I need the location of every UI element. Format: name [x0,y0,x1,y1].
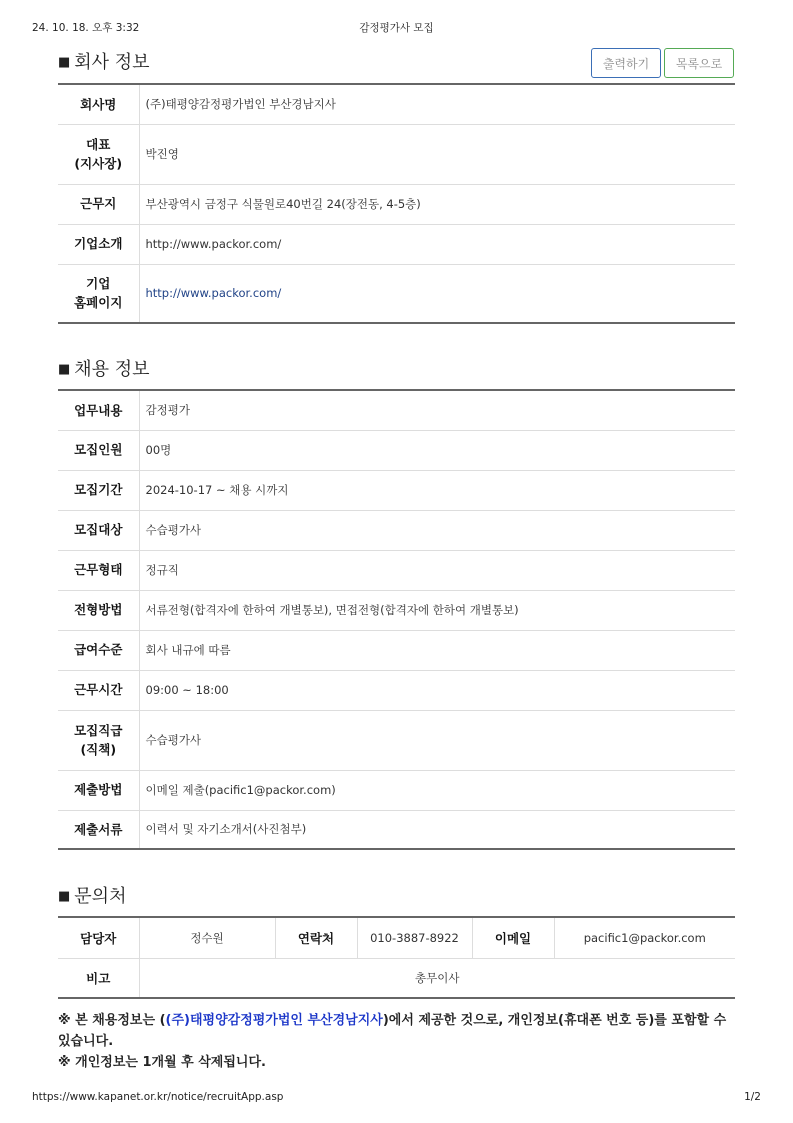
recruit-row [58,770,735,810]
company-section-title [58,48,150,74]
row-label: 전형방법 [58,590,139,630]
row-label: 모집기간 [58,470,139,510]
row-label: 제출방법 [58,770,139,810]
note-value: 총무이사 [415,970,460,985]
bullet-icon: ■ [58,889,71,904]
row-value: 이력서 및 자기소개서(사진첨부) [145,822,307,837]
company-row-intro [58,224,735,264]
row-value: 감정평가 [139,390,735,430]
list-button[interactable]: 목록으로 [664,48,734,78]
row-label: 기업 홈페이지 [58,264,139,323]
phone-label: 연락처 [275,917,357,958]
company-section-title-text: 회사 정보 [74,52,150,73]
company-row-ceo [58,124,735,184]
manager-value: 정수원 [139,917,275,958]
recruit-row [58,670,735,710]
recruit-row [58,810,735,849]
row-label: 대표 (지사장) [58,124,139,184]
print-date: 24. 10. 18. 오후 3:32 [32,22,140,34]
homepage-link[interactable]: http://www.packor.com/ [145,286,282,301]
row-label: 회사명 [58,84,139,124]
row-label: 제출서류 [58,810,139,849]
company-row-homepage [58,264,735,323]
recruit-row [58,550,735,590]
company-row-name [58,84,735,124]
print-title: 감정평가사 모집 [359,22,434,34]
recruit-section-title-text: 채용 정보 [74,359,150,380]
company-name-value: (주)태평양감정평가법인 부산경남지사 [139,84,735,124]
recruit-row [58,590,735,630]
row-value: 수습평가사 [139,710,735,770]
intro-value: http://www.packor.com/ [139,224,735,264]
recruit-info-table [58,389,735,850]
company-row-location [58,184,735,224]
recruit-row [58,710,735,770]
recruit-section-title [58,355,150,381]
notice-company: (주)태평양감정평가법인 부산경남지사 [165,1013,383,1028]
row-label: 업무내용 [58,390,139,430]
contact-row-note [58,958,735,998]
homepage-cell [139,264,735,323]
row-label: 모집대상 [58,510,139,550]
row-value: 09:00 ~ 18:00 [139,670,735,710]
contact-section-title [58,882,126,908]
recruit-row [58,470,735,510]
contact-table [58,916,735,999]
ceo-value: 박진영 [139,124,735,184]
email-value: pacific1@packor.com [554,917,735,958]
row-label: 근무시간 [58,670,139,710]
bullet-icon: ■ [58,55,71,70]
privacy-notice: ※ 본 채용정보는 ((주)태평양감정평가법인 부산경남지사)에서 제공한 것으로, 개인정보(휴대폰 번호 등)를 포함할 수 있습니다. ※ 개인정보는 1개월 후 삭제됩니다. [58,1013,727,1070]
row-value: 00명 [139,430,735,470]
row-value: 수습평가사 [139,510,735,550]
location-value: 부산광역시 금정구 식물원로40번길 24(장전동, 4-5층) [139,184,735,224]
bullet-icon: ■ [58,362,71,377]
row-value: 2024-10-17 ~ 채용 시까지 [139,470,735,510]
row-label: 모집인원 [58,430,139,470]
row-label: 모집직급 (직책) [58,710,139,770]
row-label: 기업소개 [58,224,139,264]
phone-value: 010-3887-8922 [357,917,472,958]
contact-row [58,917,735,958]
recruit-row [58,430,735,470]
row-label: 근무형태 [58,550,139,590]
notice-line2: ※ 개인정보는 1개월 후 삭제됩니다. [58,1055,266,1070]
print-footer [32,1091,761,1105]
company-info-table [58,83,735,324]
contact-section-title-text: 문의처 [74,886,127,907]
row-value: 회사 내규에 따름 [139,630,735,670]
row-label: 근무지 [58,184,139,224]
row-value: 정규직 [139,550,735,590]
print-button[interactable]: 출력하기 [591,48,661,78]
recruit-row [58,390,735,430]
recruit-row [58,630,735,670]
row-label: 급여수준 [58,630,139,670]
email-label: 이메일 [472,917,554,958]
note-label: 비고 [58,958,139,998]
print-header [32,20,761,36]
row-value: 서류전형(합격자에 한하여 개별통보), 면접전형(합격자에 한하여 개별통보) [139,590,735,630]
manager-label: 담당자 [58,917,139,958]
recruit-row [58,510,735,550]
print-url: https://www.kapanet.or.kr/notice/recruitApp.asp [32,1091,284,1103]
row-value: 이메일 제출(pacific1@packor.com) [139,770,735,810]
page-number: 1/2 [744,1091,761,1103]
